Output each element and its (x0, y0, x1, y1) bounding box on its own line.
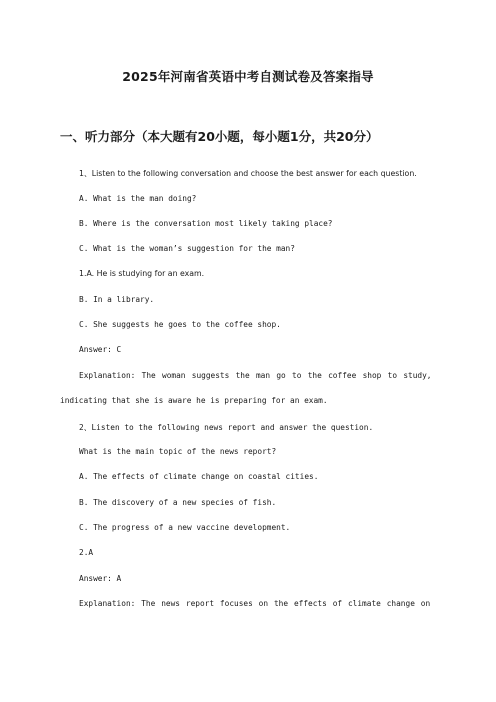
document-title: 2025年河南省英语中考自测试卷及答案指导 (122, 69, 374, 84)
q1-explanation-line2: indicating that she is aware he is preparing for an exam. (60, 396, 328, 405)
q1-question-a: A. What is the man doing? (79, 194, 197, 203)
q1-answer-c: C. She suggests he goes to the coffee shop. (79, 320, 281, 329)
q1-answer: Answer: C (79, 345, 122, 354)
section-heading: 一、听力部分（本大题有20小题，每小题1分，共20分） (60, 129, 379, 144)
q2-answer: Answer: A (79, 574, 122, 583)
q2-question: What is the main topic of the news report? (79, 447, 277, 456)
q2-explanation-line1: Explanation: The news report focuses on the effects of climate change on (79, 599, 431, 608)
q2-option-c: C. The progress of a new vaccine development. (79, 523, 291, 532)
q2-option-a: A. The effects of climate change on coastal cities. (79, 472, 319, 481)
q2-number: 2.A (79, 548, 94, 557)
q2-option-b: B. The discovery of a new species of fish. (79, 498, 277, 507)
q1-explanation-line1: Explanation: The woman suggests the man go to the coffee shop to study, (79, 371, 432, 380)
q1-question-b: B. Where is the conversation most likely taking place? (79, 219, 333, 228)
q1-question-c: C. What is the woman’s suggestion for the man? (79, 244, 295, 253)
q1-answer-b: B. In a library. (79, 295, 155, 304)
q1-answer-a: 1.A. He is studying for an exam. (79, 269, 205, 278)
q2-intro: 2、Listen to the following news report and answer the question. (79, 423, 374, 432)
q1-intro: 1、Listen to the following conversation and choose the best answer for each question. (79, 169, 417, 178)
